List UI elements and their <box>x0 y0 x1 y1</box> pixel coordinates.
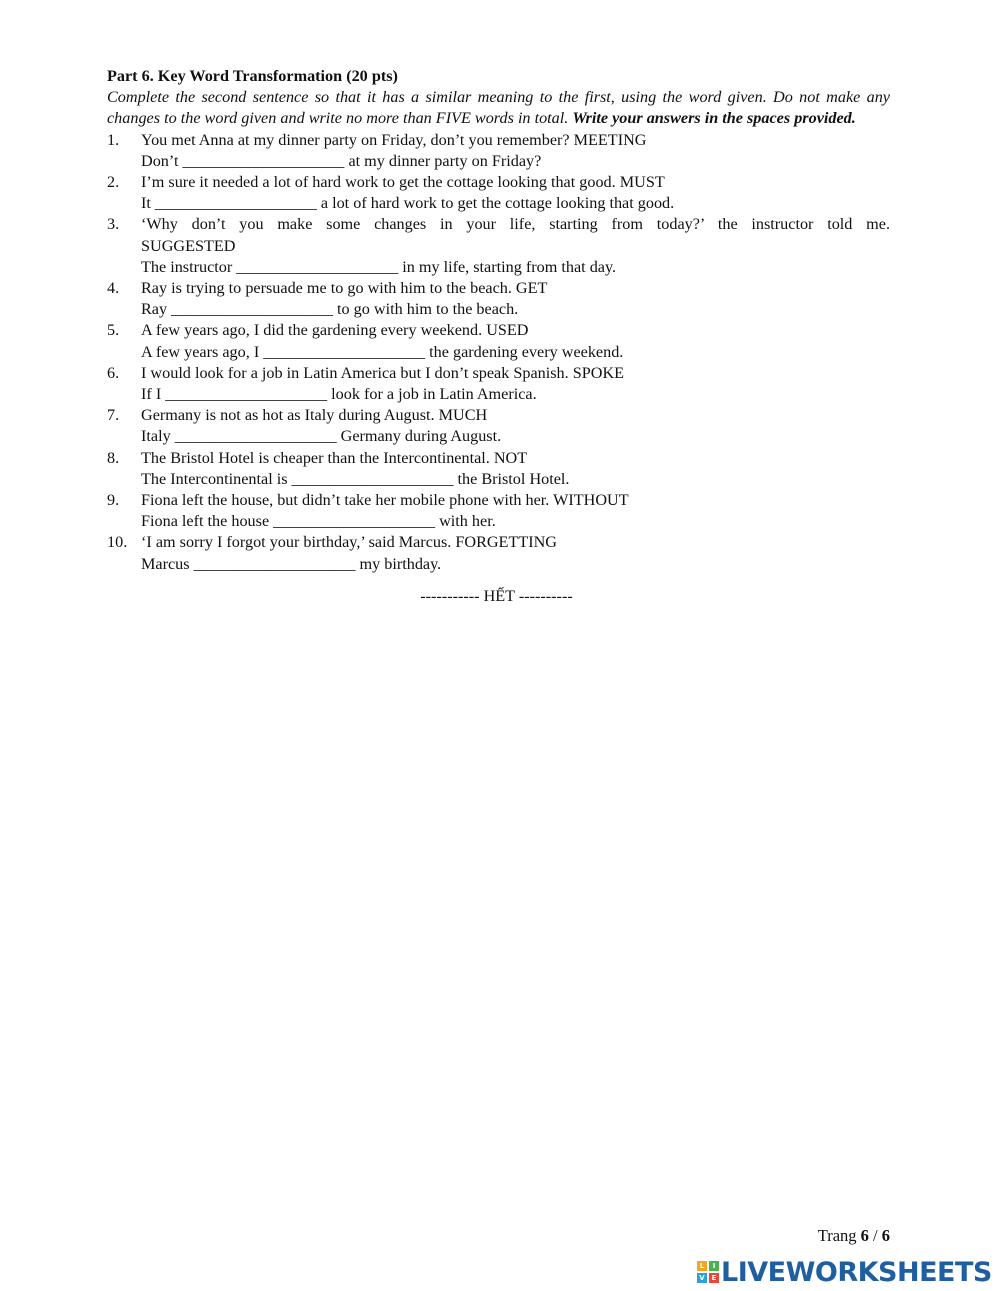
logo-block-l: L <box>697 1261 707 1271</box>
question-number: 9. <box>107 491 120 510</box>
question-number: 5. <box>107 321 120 340</box>
question-3 <box>107 214 890 278</box>
answer-line[interactable]: The Intercontinental is ____________________ the Bristol Hotel. <box>141 469 570 488</box>
question-sentence: ‘Why don’t you make some changes in your life, starting from today?’ the instructor told me. <box>141 215 890 234</box>
question-keyword: SUGGESTED <box>141 236 236 255</box>
question-2 <box>107 172 890 214</box>
answer-line[interactable]: If I ____________________ look for a job in Latin America. <box>141 385 537 404</box>
question-9 <box>107 490 890 532</box>
page-separator: / <box>873 1226 878 1245</box>
logo-block-v: V <box>697 1273 707 1283</box>
answer-line[interactable]: A few years ago, I ____________________ the gardening every weekend. <box>141 342 624 361</box>
answer-line[interactable]: Fiona left the house ____________________ with her. <box>141 512 496 531</box>
question-sentence: You met Anna at my dinner party on Friday, don’t you remember? MEETING <box>141 130 647 149</box>
question-sentence: Ray is trying to persuade me to go with him to the beach. GET <box>141 279 548 298</box>
instructions <box>107 87 890 129</box>
question-number: 3. <box>107 215 120 234</box>
question-5 <box>107 320 890 362</box>
page-total: 6 <box>881 1226 890 1245</box>
logo-block-e: E <box>709 1273 719 1283</box>
page-label: Trang <box>817 1226 857 1245</box>
question-number: 10. <box>107 533 128 552</box>
question-number: 2. <box>107 173 120 192</box>
answer-line[interactable]: Italy ____________________ Germany during August. <box>141 427 502 446</box>
page-current: 6 <box>860 1226 869 1245</box>
section-title: Part 6. Key Word Transformation (20 pts) <box>107 67 398 85</box>
question-number: 7. <box>107 406 120 425</box>
end-marker: ----------- HẾT ---------- <box>420 586 573 605</box>
answer-line[interactable]: Ray ____________________ to go with him to the beach. <box>141 300 519 319</box>
worksheet-page <box>107 66 890 607</box>
question-sentence: A few years ago, I did the gardening every weekend. USED <box>141 321 529 340</box>
answer-line[interactable]: Marcus ____________________ my birthday. <box>141 554 442 573</box>
question-7 <box>107 405 890 447</box>
question-1 <box>107 130 890 172</box>
question-sentence: I would look for a job in Latin America but I don’t speak Spanish. SPOKE <box>141 363 625 382</box>
logo-blocks-icon <box>697 1261 719 1283</box>
question-number: 4. <box>107 279 120 298</box>
logo-block-i: I <box>709 1261 719 1271</box>
instruction-text: Complete the second sentence so that it has a similar meaning to the first, using the word given. Do not make any changes to the word given and write no more than FIVE words in total. <box>107 88 890 128</box>
question-4 <box>107 278 890 320</box>
question-sentence: Fiona left the house, but didn’t take her mobile phone with her. WITHOUT <box>141 491 629 510</box>
instruction-bold: Write your answers in the spaces provided. <box>572 109 856 128</box>
question-number: 8. <box>107 448 120 467</box>
answer-line[interactable]: The instructor ____________________ in my life, starting from that day. <box>141 257 617 276</box>
question-8 <box>107 448 890 490</box>
logo-text: LIVEWORKSHEETS <box>721 1256 992 1288</box>
question-sentence: ‘I am sorry I forgot your birthday,’ said Marcus. FORGETTING <box>141 533 557 552</box>
question-sentence: I’m sure it needed a lot of hard work to get the cottage looking that good. MUST <box>141 173 665 192</box>
liveworksheets-logo[interactable] <box>697 1256 992 1288</box>
answer-line[interactable]: It ____________________ a lot of hard work to get the cottage looking that good. <box>141 194 675 213</box>
question-sentence: The Bristol Hotel is cheaper than the Intercontinental. NOT <box>141 448 528 467</box>
answer-line[interactable]: Don’t ____________________ at my dinner party on Friday? <box>141 151 542 170</box>
question-10 <box>107 532 890 574</box>
question-number: 6. <box>107 363 120 382</box>
question-number: 1. <box>107 130 120 149</box>
page-number <box>818 1226 890 1246</box>
question-sentence: Germany is not as hot as Italy during August. MUCH <box>141 406 488 425</box>
question-6 <box>107 363 890 405</box>
